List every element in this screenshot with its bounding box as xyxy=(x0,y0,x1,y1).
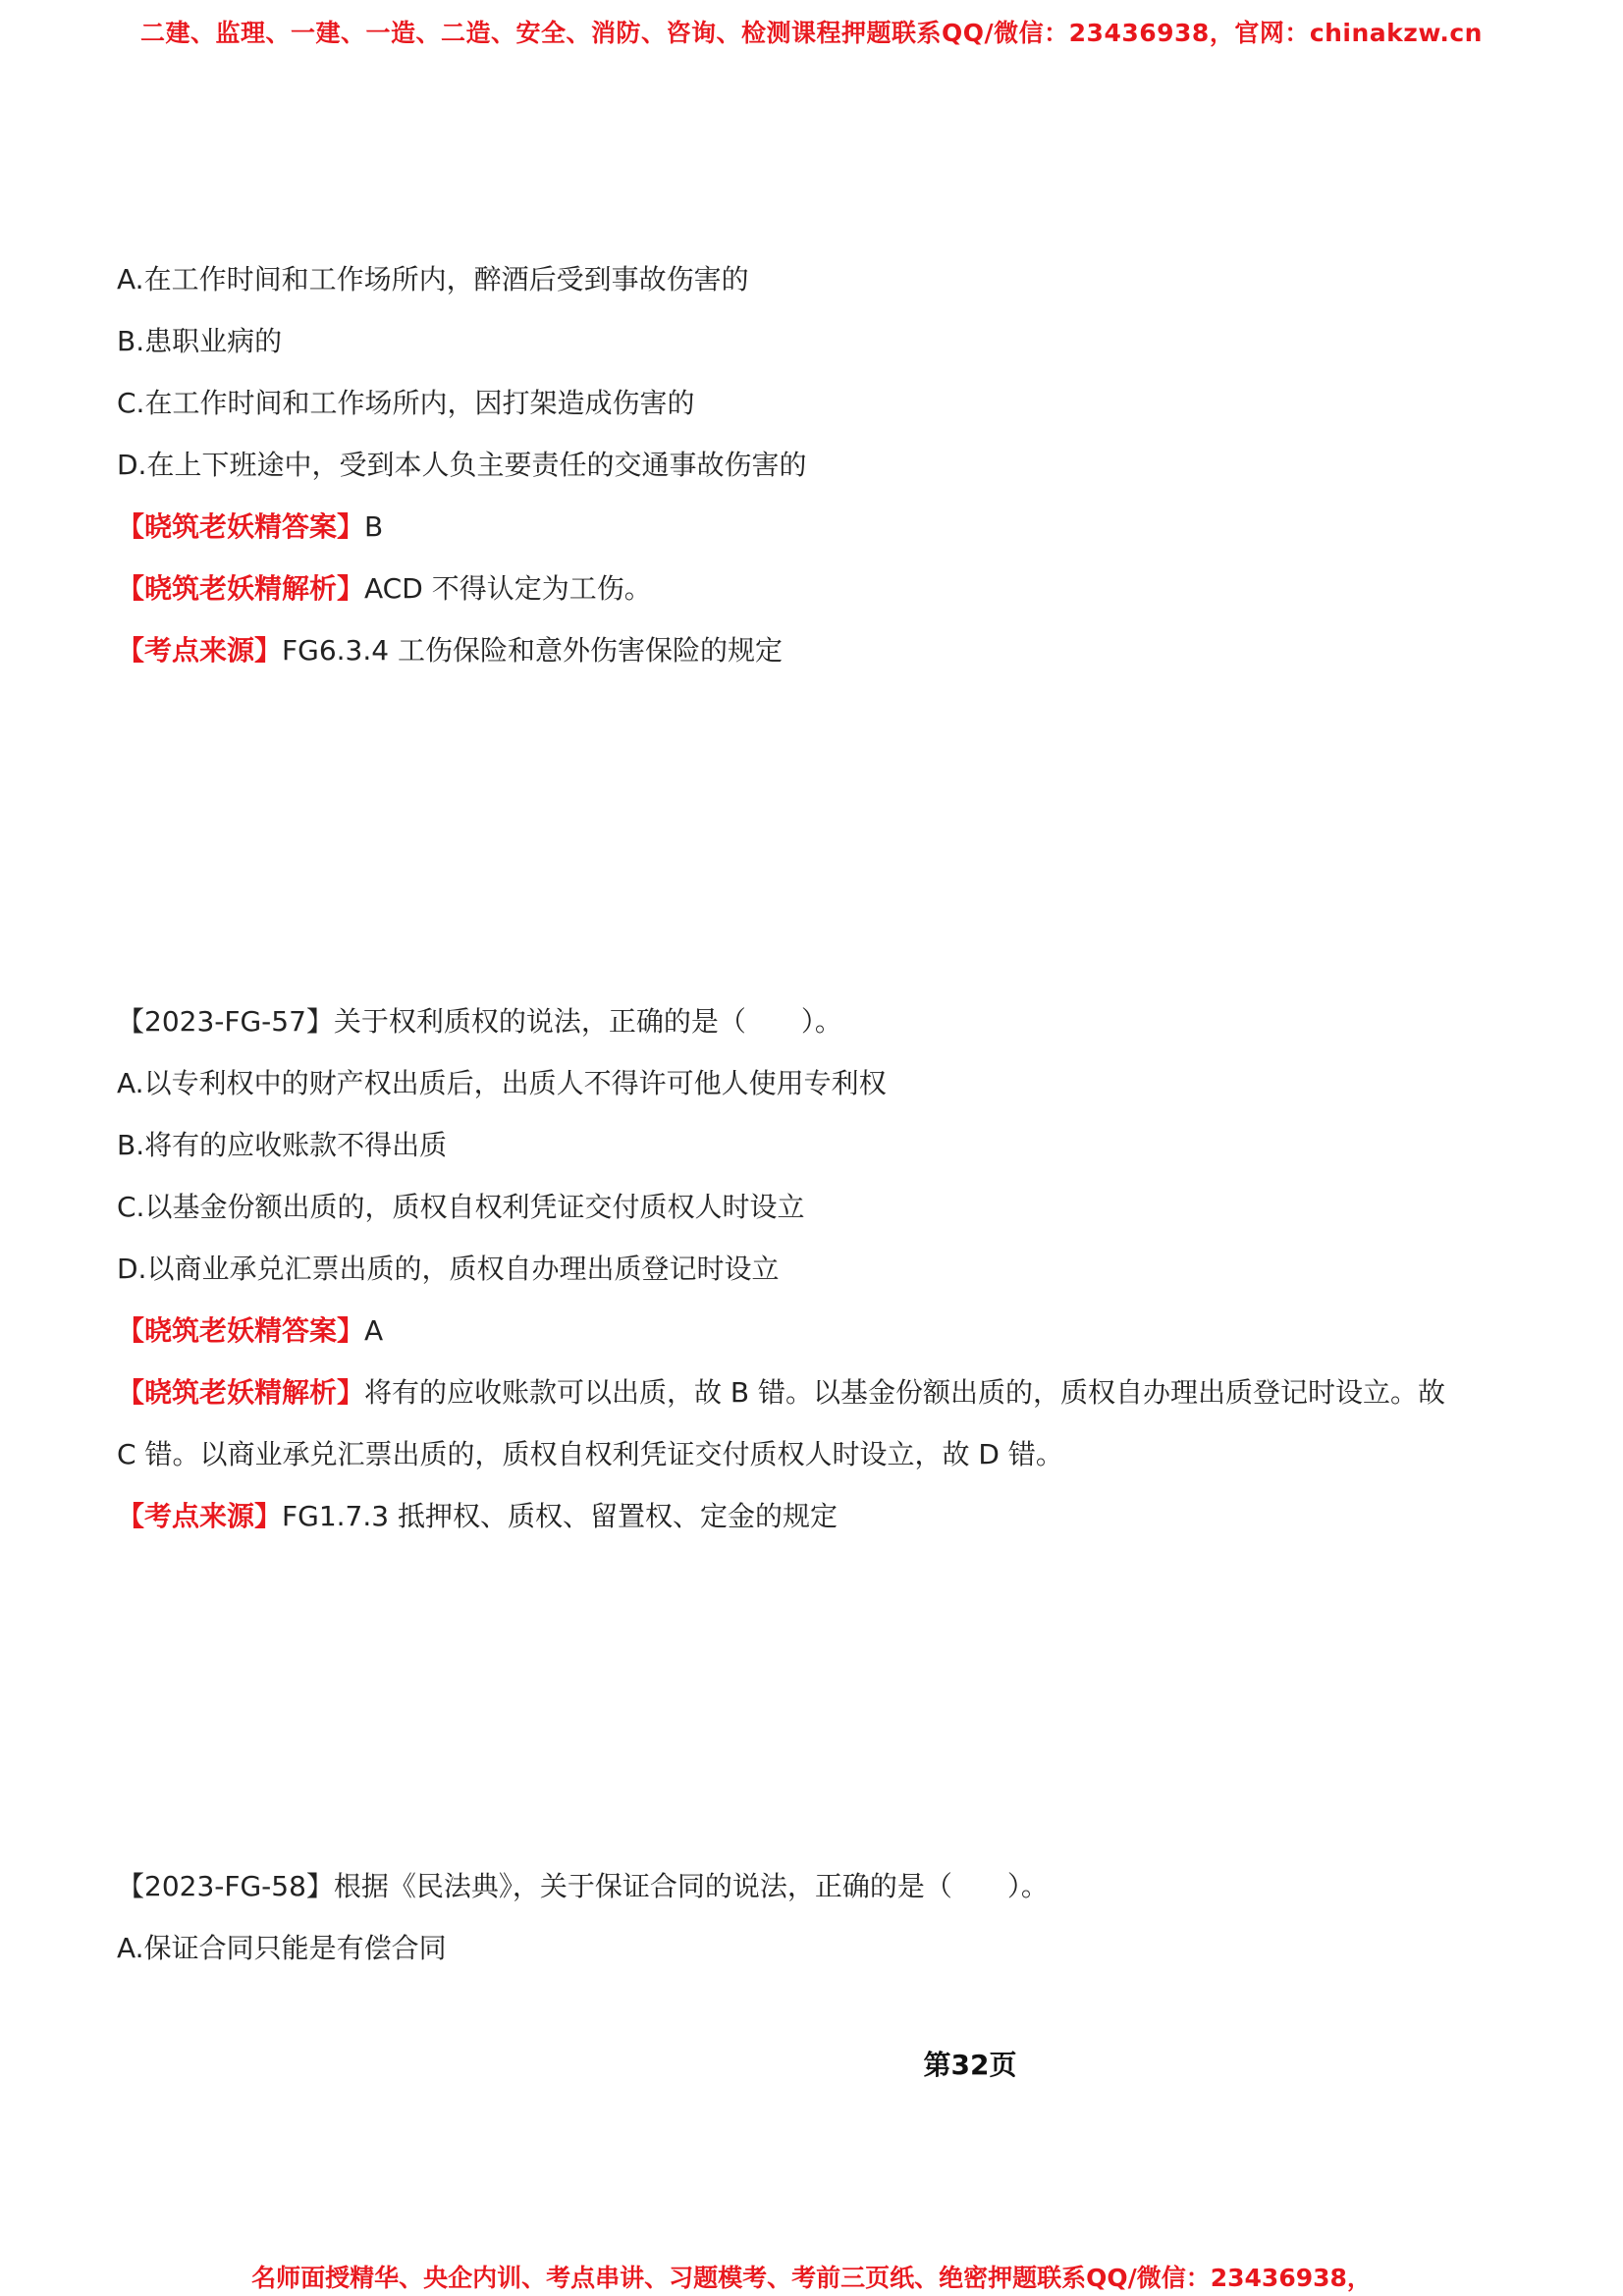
option-d: D.以商业承兑汇票出质的，质权自办理出质登记时设立 xyxy=(117,1253,780,1285)
source-row xyxy=(117,1499,838,1534)
option-a: A.以专利权中的财产权出质后，出质人不得许可他人使用专利权 xyxy=(117,1067,887,1099)
answer-label: 【晓筑老妖精答案】 xyxy=(117,1314,365,1347)
analysis-text: 将有的应收账款可以出质，故 B 错。以基金份额出质的，质权自办理出质登记时设立。故 xyxy=(364,1376,1446,1409)
source-label: 【考点来源】 xyxy=(117,634,283,667)
source-row xyxy=(117,633,783,668)
analysis-text: ACD 不得认定为工伤。 xyxy=(364,572,652,605)
footer-banner: 名师面授精华、央企内训、考点串讲、习题模考、考前三页纸、绝密押题联系QQ/微信：23436938， xyxy=(251,2264,1372,2292)
source-text: FG1.7.3 抵押权、质权、留置权、定金的规定 xyxy=(282,1500,838,1532)
source-text: FG6.3.4 工伤保险和意外伤害保险的规定 xyxy=(282,634,783,667)
analysis-label: 【晓筑老妖精解析】 xyxy=(117,1376,365,1409)
analysis-row xyxy=(117,1375,1445,1411)
page-number: 第32页 xyxy=(923,2049,1017,2081)
option-c: C.在工作时间和工作场所内，因打架造成伤害的 xyxy=(117,387,695,419)
option-a: A.在工作时间和工作场所内，醉酒后受到事故伤害的 xyxy=(117,263,749,295)
option-c: C.以基金份额出质的，质权自权利凭证交付质权人时设立 xyxy=(117,1191,805,1223)
analysis-row xyxy=(117,571,652,607)
option-b: B.患职业病的 xyxy=(117,325,283,357)
answer-row xyxy=(117,1313,383,1349)
option-d: D.在上下班途中，受到本人负主要责任的交通事故伤害的 xyxy=(117,449,807,481)
source-label: 【考点来源】 xyxy=(117,1500,283,1532)
answer-label: 【晓筑老妖精答案】 xyxy=(117,510,365,543)
question-title: 【2023-FG-57】关于权利质权的说法，正确的是（ ）。 xyxy=(117,1005,842,1038)
answer-row xyxy=(117,509,383,545)
analysis-label: 【晓筑老妖精解析】 xyxy=(117,572,365,605)
answer-value: A xyxy=(364,1314,384,1347)
option-b: B.将有的应收账款不得出质 xyxy=(117,1129,448,1161)
analysis-continuation: C 错。以商业承兑汇票出质的，质权自权利凭证交付质权人时设立，故 D 错。 xyxy=(117,1438,1063,1470)
answer-value: B xyxy=(364,510,384,543)
question-title: 【2023-FG-58】根据《民法典》，关于保证合同的说法，正确的是（ ）。 xyxy=(117,1870,1049,1902)
option-a: A.保证合同只能是有偿合同 xyxy=(117,1932,447,1964)
header-banner: 二建、监理、一建、一造、二造、安全、消防、咨询、检测课程押题联系QQ/微信：23436938，官网：chinakzw.cn xyxy=(140,19,1483,47)
